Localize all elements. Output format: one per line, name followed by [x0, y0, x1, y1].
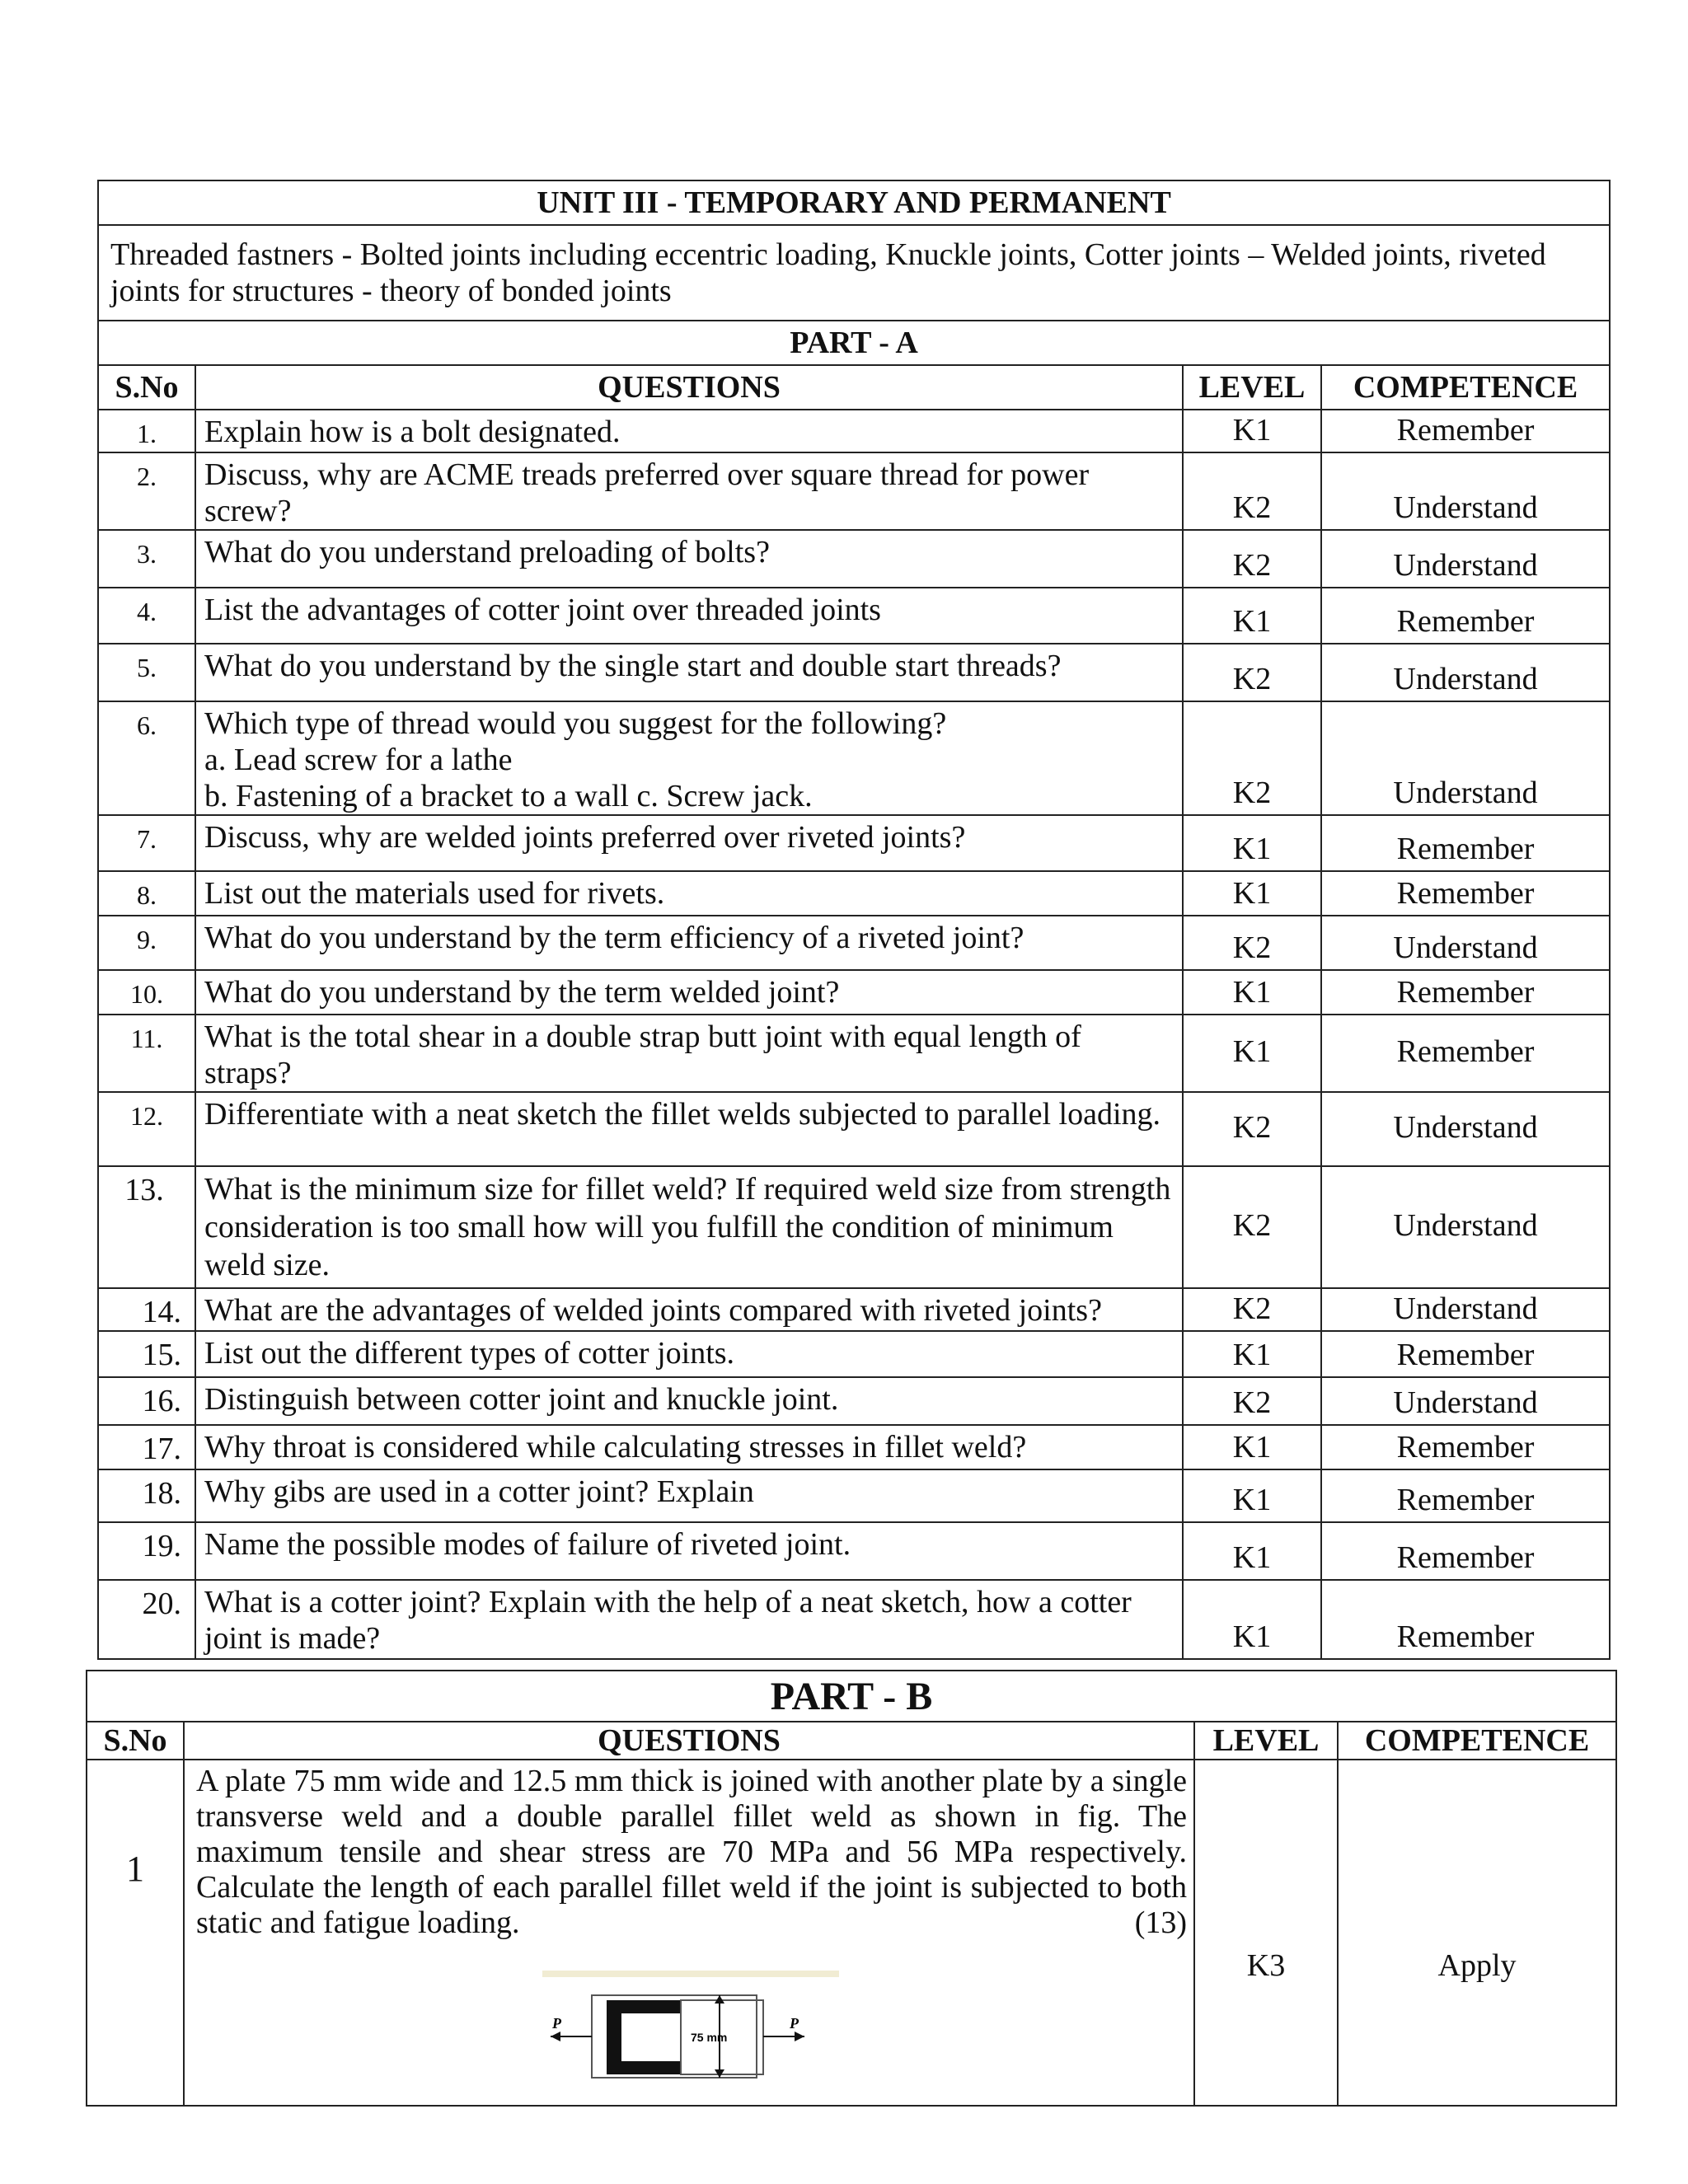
- row-level: K1: [1183, 410, 1321, 452]
- table-row: [98, 588, 1610, 644]
- row-competence: Understand: [1321, 1288, 1610, 1331]
- header-sno: S.No: [98, 365, 195, 410]
- row-level: K2: [1183, 1166, 1321, 1288]
- table-row: [98, 452, 1610, 530]
- row-question: What do you understand preloading of bolts?: [195, 530, 1183, 588]
- row-competence: Understand: [1321, 701, 1610, 815]
- row-sno: 11.: [98, 1015, 195, 1092]
- table-row: [98, 1288, 1610, 1331]
- row-question: What is the total shear in a double strap butt joint with equal length of straps?: [195, 1015, 1183, 1092]
- row-sno: 12.: [98, 1092, 195, 1166]
- fillet-weld-figure: [542, 1971, 839, 2094]
- row-competence: Remember: [1321, 1425, 1610, 1469]
- row-sno: 1: [87, 1760, 184, 2106]
- row-level: K2: [1183, 701, 1321, 815]
- part-a-title: PART - A: [98, 321, 1610, 365]
- header-level: LEVEL: [1183, 365, 1321, 410]
- row-sno: 15.: [98, 1331, 195, 1377]
- table-row: [98, 1166, 1610, 1288]
- row-question: List out the different types of cotter joints.: [195, 1331, 1183, 1377]
- row-level: K1: [1183, 815, 1321, 871]
- row-question: Differentiate with a neat sketch the fillet welds subjected to parallel loading.: [195, 1092, 1183, 1166]
- row-level: K1: [1183, 1015, 1321, 1092]
- row-competence: Remember: [1321, 588, 1610, 644]
- row-sno: 14.: [98, 1288, 195, 1331]
- row-sno: 2.: [98, 452, 195, 530]
- table-row: [98, 1331, 1610, 1377]
- row-sno: 3.: [98, 530, 195, 588]
- table-row: [98, 871, 1610, 916]
- row-question: What do you understand by the term welded joint?: [195, 970, 1183, 1015]
- row-level: K2: [1183, 644, 1321, 701]
- load-arrowhead-left: [551, 2032, 560, 2041]
- row-sno: 4.: [98, 588, 195, 644]
- row-question: List out the materials used for rivets.: [195, 871, 1183, 916]
- row-competence: Apply: [1338, 1760, 1616, 2106]
- row-level: K2: [1183, 916, 1321, 970]
- load-label-right: P: [790, 2015, 799, 2032]
- question-text: Which type of thread would you suggest for the following?: [204, 706, 947, 741]
- question-text: A plate 75 mm wide and 12.5 mm thick is joined with another plate by a single transverse weld and a double parallel fillet weld as shown in fig. The maximum tensile and shear stress are 70 MPa and 56 MPa respectively. Calculate the length of each parallel fillet weld if the joint is subjected to both static and fatigue loading.: [196, 1764, 1187, 1940]
- row-sno: 19.: [98, 1522, 195, 1580]
- row-level: K1: [1183, 1469, 1321, 1522]
- row-competence: Remember: [1321, 815, 1610, 871]
- row-sno: 9.: [98, 916, 195, 970]
- row-level: K1: [1183, 1580, 1321, 1659]
- row-level: K1: [1183, 970, 1321, 1015]
- row-competence: Remember: [1321, 1015, 1610, 1092]
- row-question: Explain how is a bolt designated.: [195, 410, 1183, 452]
- row-sno: 1.: [98, 410, 195, 452]
- row-level: K2: [1183, 1377, 1321, 1425]
- table-row: [98, 815, 1610, 871]
- row-level: K2: [1183, 530, 1321, 588]
- row-competence: Understand: [1321, 452, 1610, 530]
- header-level: LEVEL: [1194, 1722, 1338, 1760]
- table-row: [98, 1469, 1610, 1522]
- figure-top-shade: [542, 1971, 839, 1977]
- load-label-left: P: [552, 2015, 561, 2032]
- row-level: K2: [1183, 1288, 1321, 1331]
- row-question: Name the possible modes of failure of riveted joint.: [195, 1522, 1183, 1580]
- row-sno: 16.: [98, 1377, 195, 1425]
- question-option-a: a. Lead screw for a lathe: [204, 743, 513, 777]
- table-row: [98, 916, 1610, 970]
- table-row: [98, 644, 1610, 701]
- row-level: K1: [1183, 1331, 1321, 1377]
- row-competence: Understand: [1321, 644, 1610, 701]
- table-row: [87, 1760, 1616, 2106]
- row-level: K1: [1183, 871, 1321, 916]
- row-level: K1: [1183, 1522, 1321, 1580]
- row-question: Why gibs are used in a cotter joint? Explain: [195, 1469, 1183, 1522]
- header-questions: QUESTIONS: [184, 1722, 1194, 1760]
- row-question: [184, 1760, 1194, 2106]
- row-question: What do you understand by the single start and double start threads?: [195, 644, 1183, 701]
- weld-channel-shape: [607, 2000, 681, 2074]
- row-level: K1: [1183, 1425, 1321, 1469]
- row-question: What are the advantages of welded joints compared with riveted joints?: [195, 1288, 1183, 1331]
- row-competence: Understand: [1321, 1166, 1610, 1288]
- row-question: What is a cotter joint? Explain with the help of a neat sketch, how a cotter joint is made?: [195, 1580, 1183, 1659]
- table-row: [98, 1377, 1610, 1425]
- row-sno: 8.: [98, 871, 195, 916]
- header-sno: S.No: [87, 1722, 184, 1760]
- row-question: Distinguish between cotter joint and knuckle joint.: [195, 1377, 1183, 1425]
- header-competence: COMPETENCE: [1321, 365, 1610, 410]
- part-b-table: [86, 1670, 1617, 2107]
- header-competence: COMPETENCE: [1338, 1722, 1616, 1760]
- table-row: [98, 1522, 1610, 1580]
- row-sno: 20.: [98, 1580, 195, 1659]
- row-level: K3: [1194, 1760, 1338, 2106]
- row-competence: Remember: [1321, 1331, 1610, 1377]
- row-sno: 10.: [98, 970, 195, 1015]
- table-row: [98, 970, 1610, 1015]
- row-sno: 7.: [98, 815, 195, 871]
- row-competence: Remember: [1321, 871, 1610, 916]
- row-sno: 13.: [98, 1166, 195, 1288]
- row-question: Discuss, why are welded joints preferred over riveted joints?: [195, 815, 1183, 871]
- load-arrowhead-right: [795, 2032, 804, 2041]
- row-question: What do you understand by the term efficiency of a riveted joint?: [195, 916, 1183, 970]
- table-row: [98, 1425, 1610, 1469]
- header-questions: QUESTIONS: [195, 365, 1183, 410]
- table-row: [98, 410, 1610, 452]
- syllabus-text: Threaded fastners - Bolted joints including eccentric loading, Knuckle joints, Cotter joints – Welded joints, riveted joints for structures - theory of bonded joints: [98, 225, 1610, 321]
- row-competence: Understand: [1321, 530, 1610, 588]
- question-marks: (13): [1134, 1905, 1187, 1940]
- unit-title: UNIT III - TEMPORARY AND PERMANENT: [98, 180, 1610, 225]
- table-row: [98, 1092, 1610, 1166]
- part-a-table: [97, 180, 1611, 1660]
- row-level: K2: [1183, 1092, 1321, 1166]
- row-competence: Understand: [1321, 1377, 1610, 1425]
- row-question: Why throat is considered while calculating stresses in fillet weld?: [195, 1425, 1183, 1469]
- row-question: List the advantages of cotter joint over threaded joints: [195, 588, 1183, 644]
- row-question: What is the minimum size for fillet weld? If required weld size from strength consideration is too small how will you fulfill the condition of minimum weld size.: [195, 1166, 1183, 1288]
- row-competence: Remember: [1321, 410, 1610, 452]
- question-option-b: b. Fastening of a bracket to a wall c. Screw jack.: [204, 779, 813, 813]
- table-row: [98, 1015, 1610, 1092]
- table-row: [98, 701, 1610, 815]
- row-sno: 5.: [98, 644, 195, 701]
- row-sno: 6.: [98, 701, 195, 815]
- row-competence: Remember: [1321, 1522, 1610, 1580]
- row-question: Discuss, why are ACME treads preferred over square thread for power screw?: [195, 452, 1183, 530]
- row-level: K2: [1183, 452, 1321, 530]
- table-row: [98, 1580, 1610, 1659]
- part-b-title: PART - B: [87, 1671, 1616, 1722]
- dimension-label: 75 mm: [691, 2031, 728, 2044]
- row-sno: 18.: [98, 1469, 195, 1522]
- row-competence: Remember: [1321, 1469, 1610, 1522]
- table-row: [98, 530, 1610, 588]
- row-level: K1: [1183, 588, 1321, 644]
- row-sno: 17.: [98, 1425, 195, 1469]
- row-competence: Remember: [1321, 1580, 1610, 1659]
- row-question: [195, 701, 1183, 815]
- row-competence: Understand: [1321, 916, 1610, 970]
- row-competence: Understand: [1321, 1092, 1610, 1166]
- row-competence: Remember: [1321, 970, 1610, 1015]
